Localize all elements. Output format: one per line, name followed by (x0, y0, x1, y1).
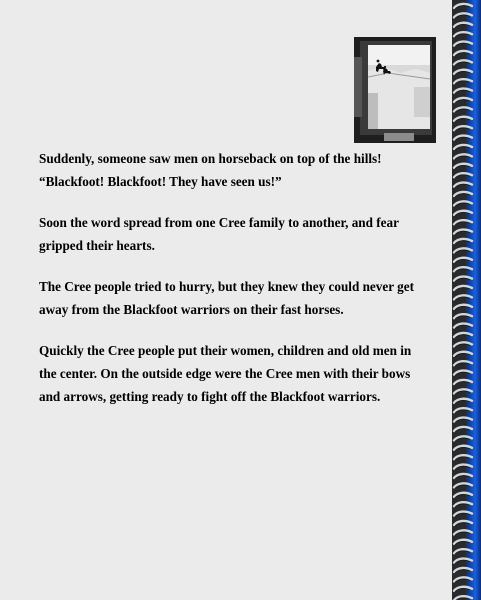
text-line: Soon the word spread from one Cree family to another, and fear (39, 215, 399, 230)
text-line: and arrows, getting ready to fight off the Blackfoot warriors. (39, 389, 381, 404)
text-line: The Cree people tried to hurry, but they knew they could never get (39, 279, 414, 294)
text-line: gripped their hearts. (39, 238, 155, 253)
paragraph (39, 339, 439, 408)
text-line: away from the Blackfoot warriors on their fast horses. (39, 302, 344, 317)
photo-drawing (354, 37, 436, 143)
paragraph (39, 275, 439, 321)
riders-on-hill-image (354, 37, 436, 143)
text-line: the center. On the outside edge were the Cree men with their bows (39, 366, 411, 381)
text-line: Quickly the Cree people put their women, children and old men in (39, 343, 412, 358)
paragraph (39, 211, 439, 257)
story-text (39, 147, 439, 426)
text-line: Suddenly, someone saw men on horseback on top of the hills! (39, 151, 382, 166)
text-line: “Blackfoot! Blackfoot! They have seen us!” (39, 174, 282, 189)
paragraph (39, 147, 439, 193)
coil-drawing (452, 0, 481, 600)
spiral-coil-icon (452, 0, 481, 600)
